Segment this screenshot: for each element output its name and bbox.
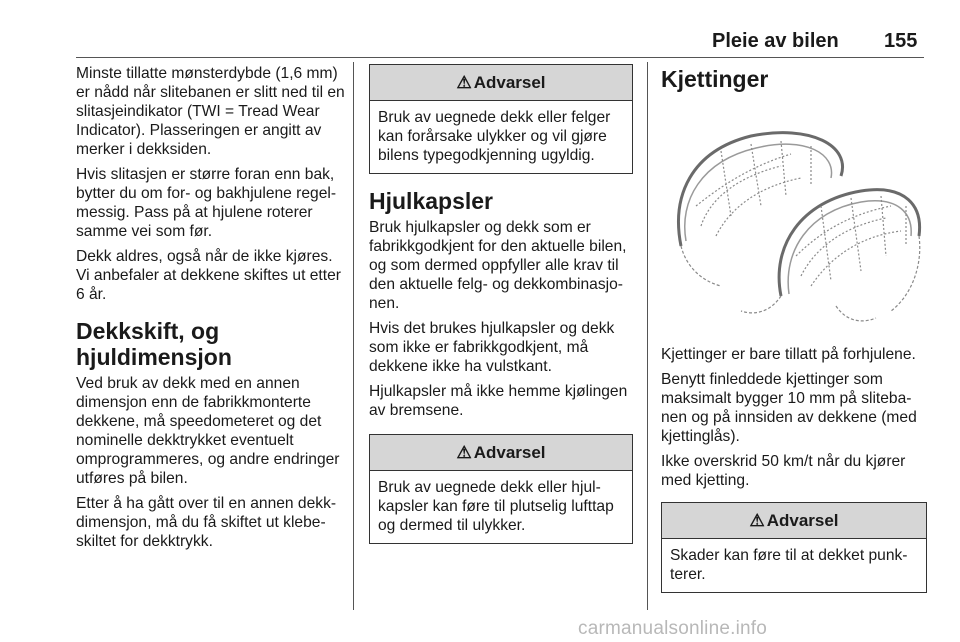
warning-text: Bruk av uegnede dekk eller felger kan forårsake ulykker og vil gjøre bilens typegodkjenning ugyldig. [378, 109, 611, 164]
warning-header [370, 65, 632, 101]
section-heading: Kjettinger [661, 66, 769, 92]
paragraph: Hjulkapsler må ikke hemme kjølingen av bremsene. [369, 383, 628, 419]
paragraph: Bruk hjulkapsler og dekk som er fabrikkgodkjent for den aktuelle bilen, og som dermed oppfyller alle krav til den aktuelle felg- og dekkombinasjonen. [369, 219, 627, 312]
warning-icon: ⚠ [749, 511, 765, 530]
left-column [76, 64, 346, 557]
column-divider-left [353, 62, 354, 610]
snow-chain-illustration [661, 106, 927, 328]
header-divider [76, 57, 924, 58]
warning-box [369, 434, 633, 544]
page-title: Pleie av bilen [712, 30, 839, 52]
warning-icon: ⚠ [456, 443, 472, 462]
paragraph: Etter å ha gått over til en annen dekkdimensjon, må du få skiftet ut klebeskiltet for dekktrykk. [76, 495, 337, 550]
warning-box [369, 64, 633, 174]
warning-header [370, 435, 632, 471]
warning-title: Advarsel [473, 443, 546, 462]
paragraph: Dekk aldres, også når de ikke kjøres. Vi anbefaler at dekkene skiftes ut etter 6 år. [76, 248, 341, 303]
warning-text: Bruk av uegnede dekk eller hjulkapsler kan føre til plutselig lufttap og dermed til ulykker. [378, 479, 614, 534]
paragraph: Ikke overskrid 50 km/t når du kjører med kjetting. [661, 453, 906, 489]
page-number: 155 [884, 30, 918, 52]
watermark: carmanualsonline.info [578, 618, 768, 639]
paragraph: Hvis det brukes hjulkapsler og dekk som ikke er fabrikkgodkjent, må dekkene ikke ha vulstkant. [369, 320, 615, 375]
warning-title: Advarsel [473, 73, 546, 92]
paragraph: Hvis slitasjen er større foran enn bak, bytter du om for- og bakhjulene regelmessig. Pass på at hjulene roterer samme vei som før. [76, 166, 337, 240]
warning-header [662, 503, 926, 539]
paragraph: Minste tillatte mønsterdybde (1,6 mm) er nådd når slitebanen er slitt ned til en slitasjeindikator (TWI = Tread Wear Indicator). Plasseringen er angitt av merker i dekksiden. [76, 65, 345, 158]
warning-title: Advarsel [766, 511, 839, 530]
middle-column [369, 64, 633, 554]
warning-box [661, 502, 927, 593]
paragraph: Benytt finleddede kjettinger som maksimalt bygger 10 mm på slitebanen og på innsiden av dekkene (med kjettinglås). [661, 371, 917, 445]
column-divider-right [647, 62, 648, 610]
warning-text: Skader kan føre til at dekket punkterer. [670, 547, 908, 583]
section-heading: Dekkskift, og hjuldimensjon [76, 318, 232, 370]
warning-icon: ⚠ [456, 73, 472, 92]
section-heading: Hjulkapsler [369, 188, 493, 214]
right-column [661, 66, 927, 603]
paragraph: Kjettinger er bare tillatt på forhjulene. [661, 346, 916, 363]
paragraph: Ved bruk av dekk med en annen dimensjon enn de fabrikkmonterte dekkene, må speedometeret og det nominelle dekktrykket eventuelt omprogrammeres, og andre endringer utføres på bilen. [76, 375, 340, 487]
